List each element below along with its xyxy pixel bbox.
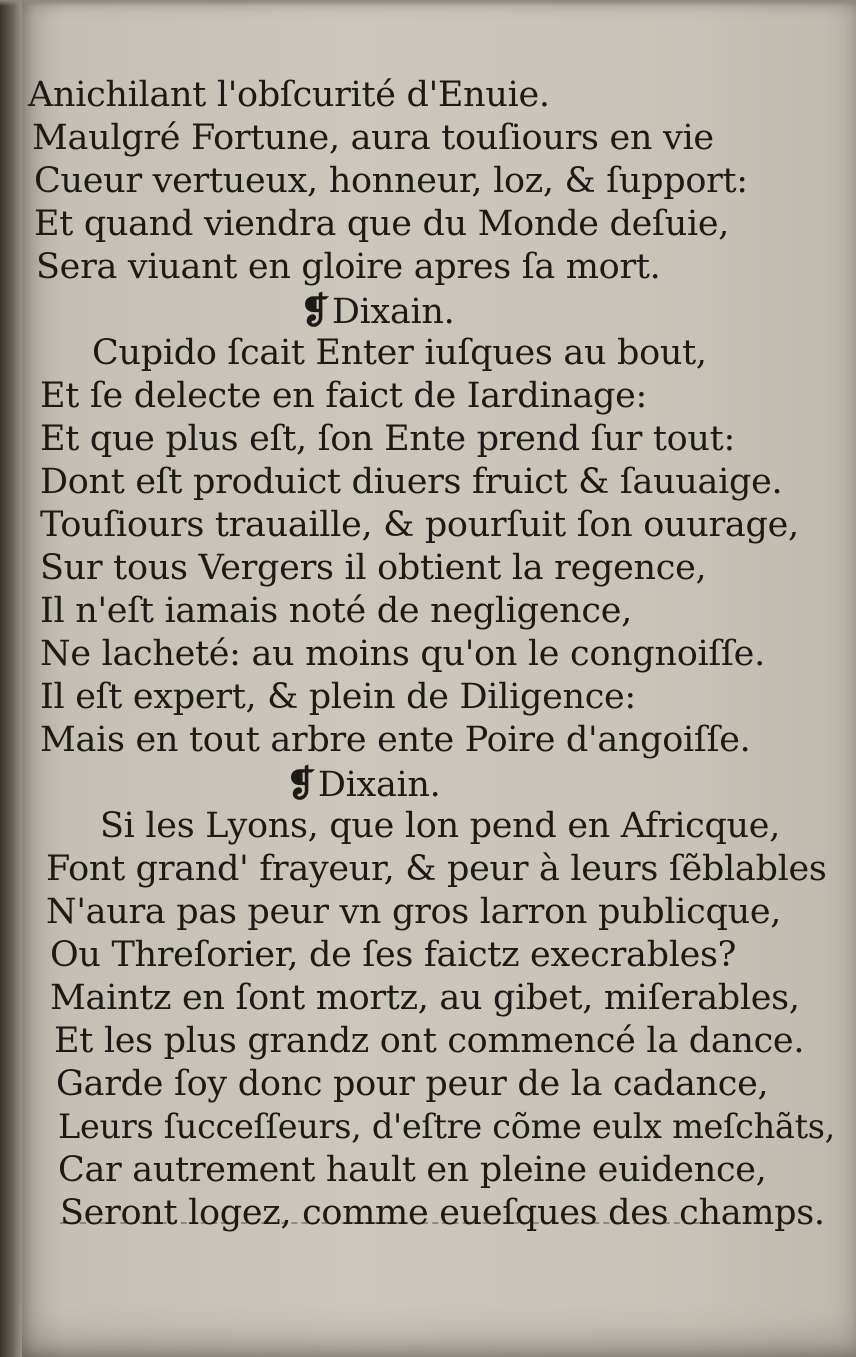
dixain-1-line: Et que plus eſt, ſon Ente prend ſur tout: bbox=[40, 419, 735, 459]
dixain-heading-2 bbox=[286, 763, 441, 805]
dixain-1-line: Dont eſt produict diuers fruict & ſauuaige. bbox=[40, 462, 783, 502]
intro-line: Anichilant l'obſcurité d'Enuie. bbox=[28, 75, 550, 115]
dixain-heading-1 bbox=[300, 290, 455, 332]
dixain-1-line: Il n'eſt iamais noté de negligence, bbox=[40, 591, 632, 631]
dixain-2-line: Leurs ſucceſſeurs, d'eſtre cõme eulx meſchãts, bbox=[58, 1107, 835, 1146]
dixain-2-line: Et les plus grandz ont commencé la dance. bbox=[54, 1021, 805, 1061]
dixain-2-line: Car autrement hault en pleine euidence, bbox=[58, 1150, 767, 1190]
dixain-2-line: Garde ſoy donc pour peur de la cadance, bbox=[56, 1064, 769, 1104]
dixain-2-line: Seront logez, comme eueſques des champs. bbox=[60, 1193, 825, 1233]
dixain-1-line: Ne lacheté: au moins qu'on le congnoiſſe. bbox=[40, 634, 765, 674]
underline-mark bbox=[60, 1222, 720, 1224]
dixain-1-line: Sur tous Vergers il obtient la regence, bbox=[40, 548, 707, 588]
dixain-title: Dixain. bbox=[331, 292, 455, 332]
dixain-1-line: Touſiours trauaille, & pourſuit ſon ouurage, bbox=[40, 505, 799, 545]
dixain-2-line: Ou Threſorier, de ſes faictz execrables? bbox=[50, 935, 737, 975]
pilcrow-icon: ❡ bbox=[300, 290, 330, 332]
dixain-2-line: Maintz en ſont mortz, au gibet, miſerables, bbox=[50, 978, 800, 1018]
intro-line: Et quand viendra que du Monde deſuie, bbox=[34, 204, 730, 244]
dixain-title: Dixain. bbox=[317, 765, 441, 805]
dixain-2-line: N'aura pas peur vn gros larron publicque, bbox=[46, 892, 782, 932]
dixain-2-line: Font grand' frayeur, & peur à leurs ſẽblables bbox=[46, 849, 827, 889]
dixain-1-line: Il eſt expert, & plein de Diligence: bbox=[40, 677, 636, 717]
dixain-2-line: Si les Lyons, que lon pend en Africque, bbox=[100, 806, 781, 846]
pilcrow-icon: ❡ bbox=[286, 763, 316, 805]
dixain-1-line: Mais en tout arbre ente Poire d'angoiſſe. bbox=[40, 720, 751, 760]
intro-line: Sera viuant en gloire apres ſa mort. bbox=[36, 247, 661, 287]
dixain-1-line: Et ſe delecte en faict de Iardinage: bbox=[40, 376, 648, 416]
intro-line: Cueur vertueux, honneur, loz, & ſupport: bbox=[34, 161, 748, 201]
intro-line: Maulgré Fortune, aura touſiours en vie bbox=[32, 118, 714, 158]
dixain-1-line: Cupido ſcait Enter iuſques au bout, bbox=[92, 333, 707, 373]
